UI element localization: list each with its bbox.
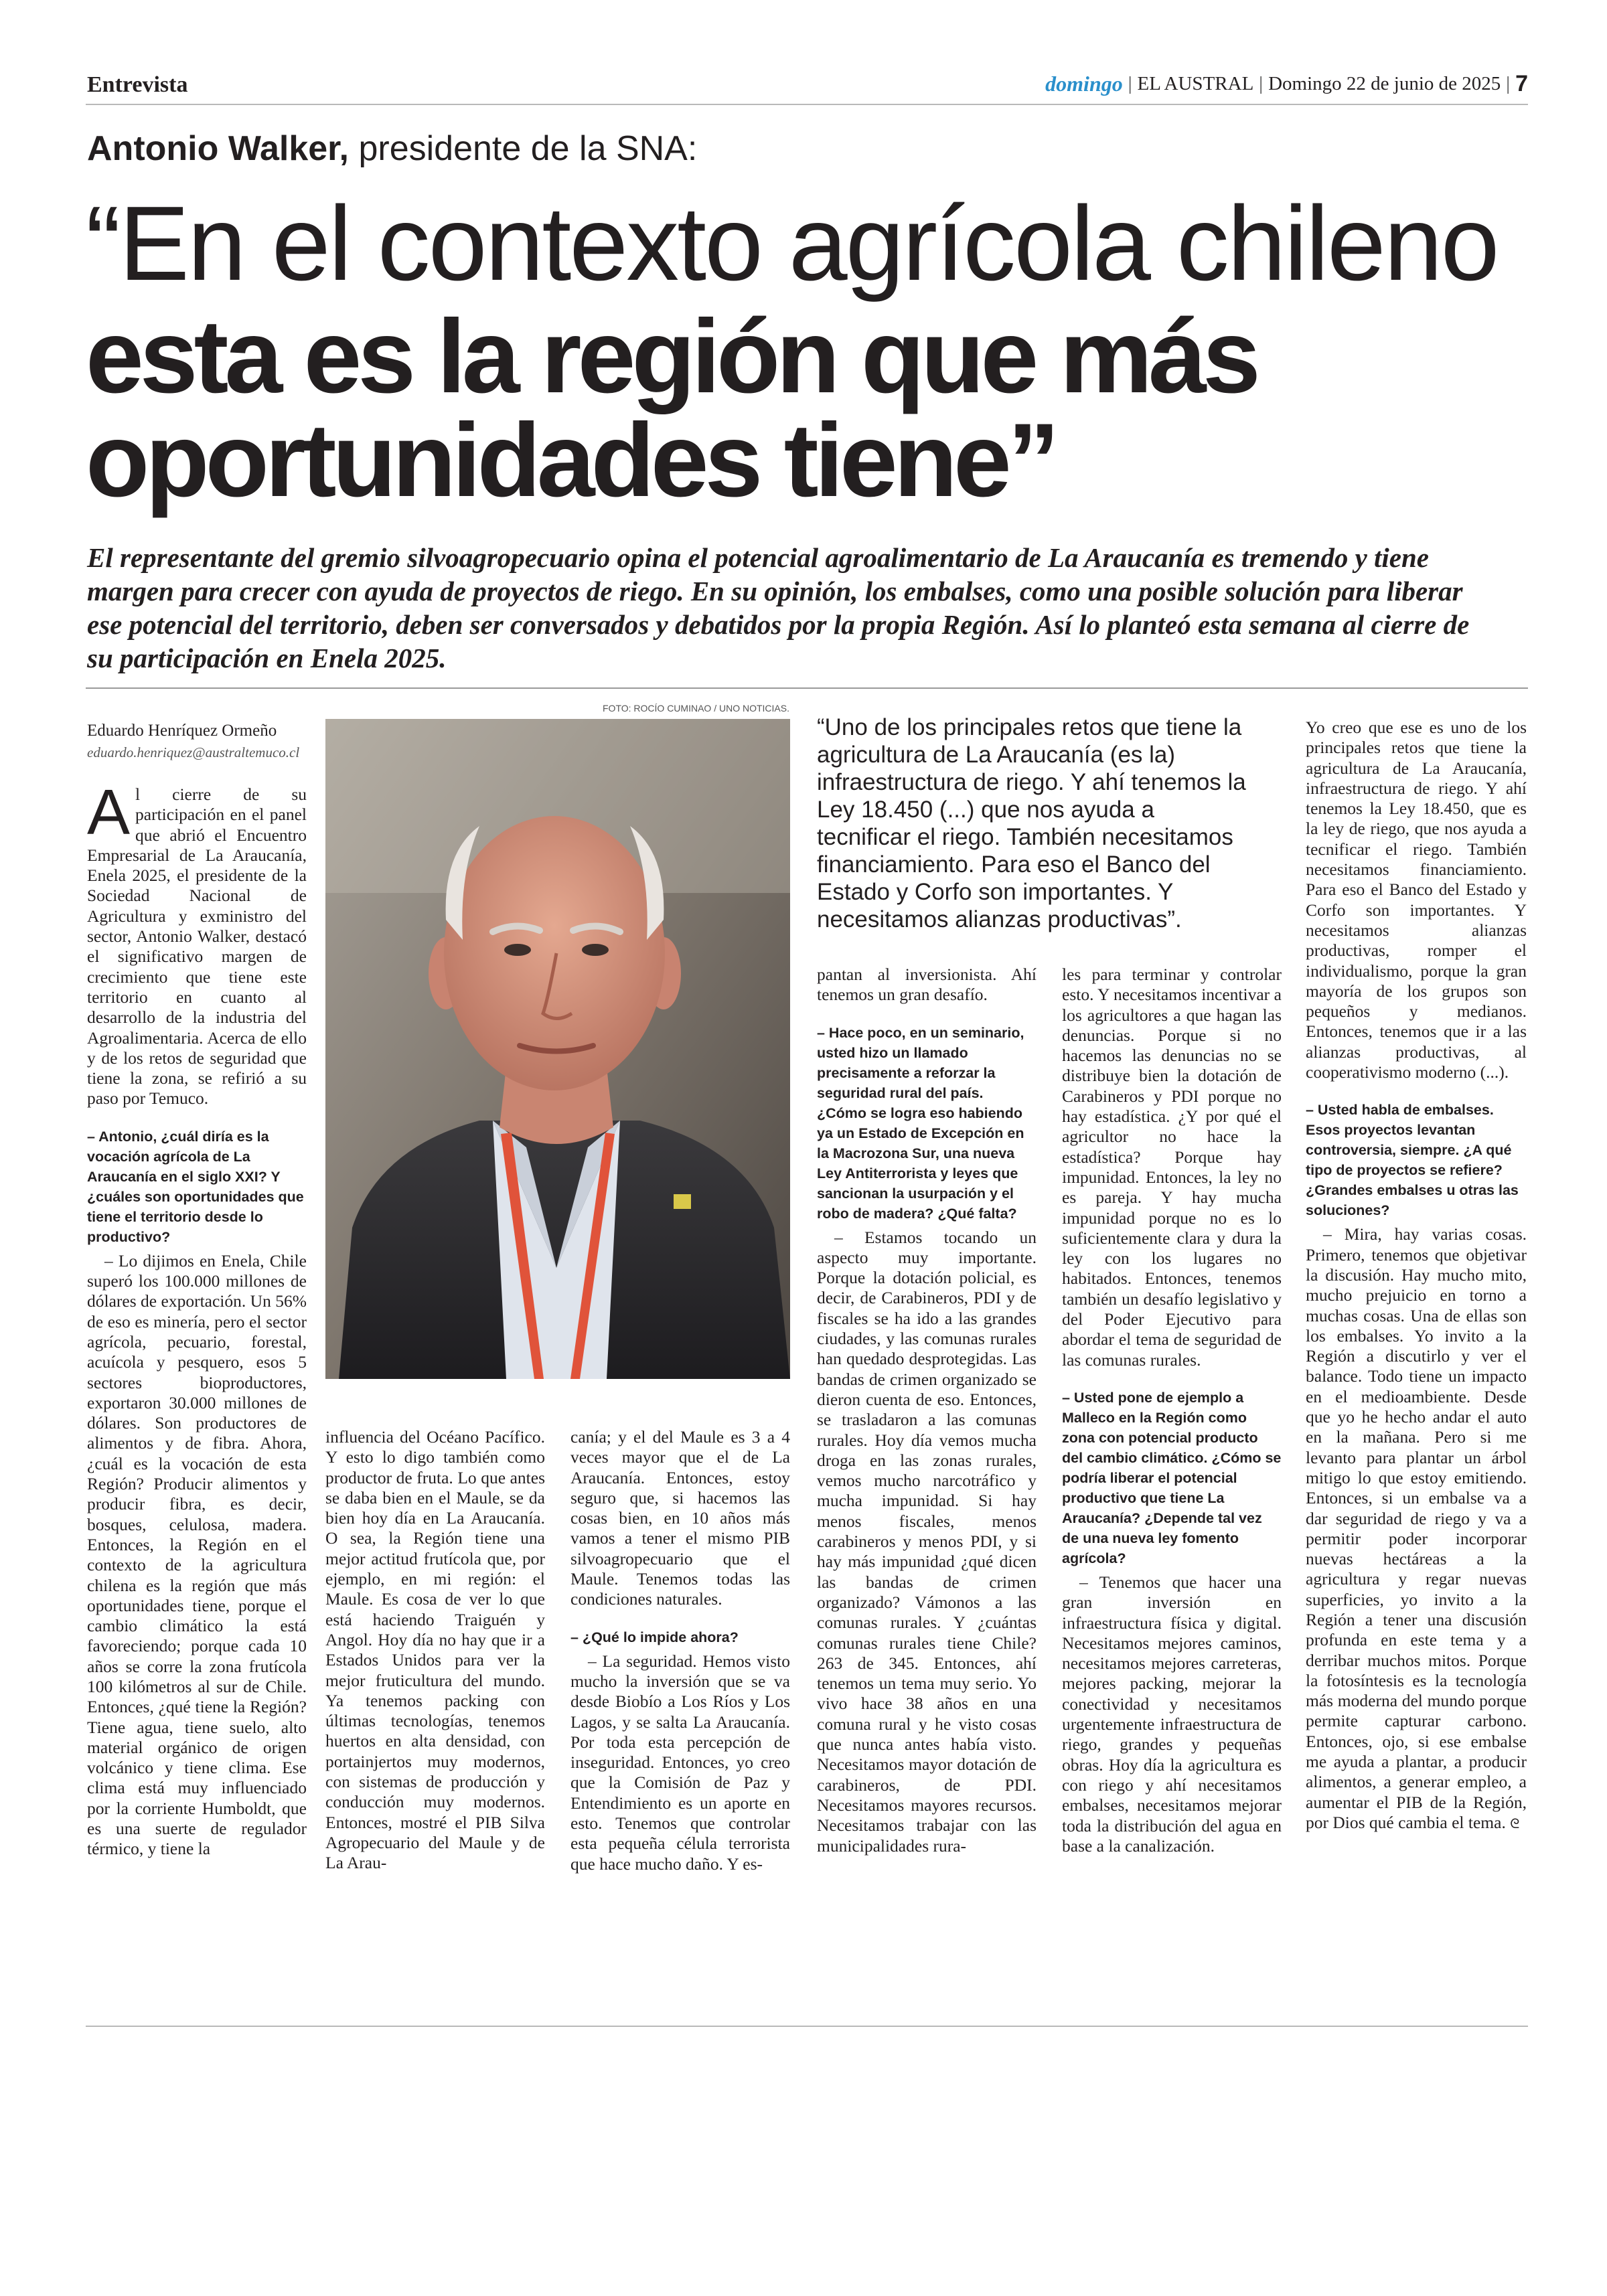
separator: | — [1506, 73, 1511, 94]
author-email: eduardo.henriquez@australtemuco.cl — [87, 744, 300, 760]
lead-divider — [86, 687, 1528, 689]
answer-paragraph: – Lo dijimos en Enela, Chile superó los 100.000 millones de dólares de exportación. Un 56% de eso es minería, pero el sector agrícola, pecuario, forestal, acuícola y pesquero, esos 5 sectores bioproductores, exportaron 30.000 millones de dólares. Son productores de alimentos y de fibra. Ahora, ¿cuál es la vocación de esta Región? Producir alimentos y producir fibra, es decir, bosques, celulosa, madera. Entonces, la Región en el contexto de la agricultura chilena es la región que más oportunidades tiene, porque el cambio climático la está favoreciendo; porque cada 10 años se corre la zona frutícola 100 kilómetros al sur de Chile. Entonces, ¿qué tiene la Región? Tiene agua, tiene suelo, alto material orgánico de origen volcánico y tiene clima. Ese clima está muy influenciado por la corriente Humboldt, que es una suerte de regulador térmico, y tiene la — [87, 1250, 307, 1859]
portrait-illustration — [325, 719, 790, 1379]
issue-date: Domingo 22 de junio de 2025 — [1268, 73, 1501, 94]
top-divider — [86, 104, 1528, 105]
answer-paragraph — [1306, 1224, 1527, 1833]
headline-line-1: “En el contexto agrícola chileno — [86, 185, 1498, 303]
article-column-2 — [325, 1427, 545, 1874]
article-column-1 — [87, 776, 307, 1860]
interview-question: – Usted habla de embalses. Esos proyectos levantan controversia, siempre. ¿A qué tipo de proyectos se refiere? ¿Grandes embalses u otras las soluciones? — [1306, 1102, 1519, 1219]
separator: | — [1128, 73, 1132, 94]
bottom-divider — [86, 2026, 1528, 2027]
end-mark-icon: ᘓ — [1510, 1815, 1520, 1831]
portrait-photo — [325, 719, 790, 1379]
article-column-3 — [570, 1427, 790, 1874]
answer-paragraph: – Tenemos que hacer una gran inversión en infraestructura física y digital. Necesitamos mejores caminos, necesitamos mejores carreteras, mejores packing, mejorar la conectividad y necesitamos urgentemente infraestructura de riego, grandes y pequeñas obras. Hoy día la agricultura es con riego y ahí necesitamos embalses, necesitamos mejorar toda la distribución del agua en base a la canalización. — [1062, 1572, 1282, 1856]
photo-credit: FOTO: ROCÍO CUMINAO / UNO NOTICIAS. — [603, 703, 789, 714]
pull-quote: “Uno de los principales retos que tiene la agricultura de La Araucanía (es la) infraestructura de riego. Y ahí tenemos la Ley 18.450 (...) que nos ayuda a tecnificar el riego. También necesitamos financiamiento. Para eso el Banco del Estado y Corfo son importantes. Y necesitamos alianzas productivas”. — [817, 714, 1246, 932]
interview-question: – Hace poco, en un seminario, usted hizo un llamado precisamente a reforzar la seguridad rural del país. ¿Cómo se logra eso habiendo ya un Estado de Excepción en la Macrozona Sur, una nueva Ley Antiterrorista y leyes que sancionan la usurpación y el robo de madera? ¿Qué falta? — [817, 1024, 1024, 1222]
page-number: 7 — [1515, 71, 1528, 96]
opening-paragraph — [87, 776, 307, 1109]
drop-cap: A — [87, 776, 131, 848]
kicker-role: presidente de la SNA: — [358, 129, 698, 168]
masthead-info — [1045, 71, 1528, 97]
separator: | — [1259, 73, 1264, 94]
byline — [87, 722, 315, 761]
kicker — [87, 129, 697, 169]
article-column-4 — [817, 965, 1037, 1856]
headline-line-3: oportunidades tiene” — [86, 402, 1056, 519]
article-column-5 — [1062, 965, 1282, 1856]
brand-name: domingo — [1045, 72, 1123, 96]
headline-line-2: esta es la región que más — [86, 299, 1257, 415]
answer-paragraph: Yo creo que ese es uno de los principales retos que tiene la agricultura de La Araucanía, infraestructura de riego. Y ahí tenemos la Ley 18.450, que es la ley de riego, que nos ayuda a tecnificar el riego. También necesitamos financiamiento. Para eso el Banco del Estado y Corfo son importantes. Y necesitamos alianzas productivas, romper el individualismo, porque la gran mayoría de los grupos son pequeños y medianos. Entonces, tenemos que ir a las alianzas productivas, al cooperativismo moderno (...). — [1306, 718, 1527, 1082]
interview-question: – Antonio, ¿cuál diría es la vocación agrícola de La Araucanía en el siglo XXI? Y ¿cuáles son oportunidades que tiene el territorio desde lo productivo? — [87, 1128, 304, 1245]
answer-paragraph: – La seguridad. Hemos visto mucho la inversión que se va desde Biobío a Los Ríos y Los Lagos, y se salta La Araucanía. Por toda esta percepción de inseguridad. Entonces, yo creo que la Comisión de Paz y Entendimiento es un aporte en esto. Tenemos que controlar esta pequeña célula terrorista que hace mucho daño. Y es- — [570, 1651, 790, 1874]
author-name: Eduardo Henríquez Ormeño — [87, 722, 277, 740]
kicker-name: Antonio Walker, — [87, 129, 349, 168]
paragraph-text: l cierre de su participación en el panel que abrió el Encuentro Empresarial de La Araucanía, Enela 2025, el presidente de la Sociedad Nacional de Agricultura y exministro del sector, Antonio Walker, destacó el significativo margen de crecimiento que tiene este territorio en cuanto al desarrollo de la industria del Agroalimentaria. Acerca de ello y de los retos de seguridad que tiene la zona, se refirió a su paso por Temuco. — [87, 785, 307, 1109]
paper-name: EL AUSTRAL — [1137, 73, 1254, 94]
interview-question: – ¿Qué lo impide ahora? — [570, 1629, 739, 1645]
answer-paragraph: pantan al inversionista. Ahí tenemos un gran desafío. — [817, 965, 1037, 1005]
answer-paragraph: canía; y el del Maule es 3 a 4 veces mayor que el de La Araucanía. Entonces, estoy seguro que, si hacemos las cosas bien, en 10 años más vamos a tener el mismo PIB silvoagropecuario que el Maule. Tenemos todas las condiciones naturales. — [570, 1427, 790, 1609]
answer-paragraph: les para terminar y controlar esto. Y necesitamos incentivar a los agricultores a que hagan las denuncias. Porque si no hacemos las denuncias no se distribuye bien la dotación de Carabineros y PDI porque no hay estadística. ¿Y por qué el agricultor no hace la estadística? Porque hay impunidad. Entonces, la ley no es pareja. Y hay mucha impunidad porque no es lo suficientemente clara y dura la ley con los lugares no habitados. Entonces, tenemos también un desafío legislativo y del Poder Ejecutivo para abordar el tema de seguridad de las comunas rurales. — [1062, 965, 1282, 1370]
paragraph-text: – Mira, hay varias cosas. Primero, tenemos que objetivar la discusión. Hay mucho mito, mucho prejuicio en torno a muchas cosas. Una de ellas son los embalses. Yo invito a la Región a discutirlo y ver el balance. Todo tiene un impacto en el medioambiente. Desde que yo he hecho andar el auto en la mañana. Pero si me levanto para plantar un árbol mitigo lo que estoy emitiendo. Entonces, si un embalse va a dar seguridad de riego y va a permitir poder incorporar nuevas hectáreas a la agricultura y regar nuevas superficies, yo invito a la Región a tener una discusión profunda en este tema y a derribar muchos mitos. Porque la fotosíntesis es la tecnología más moderna del mundo porque permite capturar carbono. Entonces, ojo, si ese embalse me ayuda a plantar, a producir alimentos, a generar empleo, a aumentar el PIB de la Región, por Dios qué cambia el tema. — [1306, 1224, 1527, 1832]
interview-question: – Usted pone de ejemplo a Malleco en la Región como zona con potencial producto del cambio climático. ¿Cómo se podría liberar el potencial productivo que tiene La Araucanía? ¿Depende tal vez de una nueva ley fomento agrícola? — [1062, 1389, 1282, 1566]
article-column-6 — [1306, 718, 1527, 1833]
lead-paragraph: El representante del gremio silvoagropecuario opina el potencial agroalimentario de La Araucanía es tremendo y tiene margen para crecer con ayuda de proyectos de riego. En su opinión, los embalses, como una posible solución para liberar ese potencial del territorio, deben ser conversados y debatidos por la propia Región. Así lo planteó esta semana al cierre de su participación en Enela 2025. — [87, 542, 1470, 673]
answer-paragraph: – Estamos tocando un aspecto muy importante. Porque la dotación policial, es decir, de Carabineros, PDI y de fiscales se ha ido a las grandes ciudades, y las comunas rurales han quedado desprotegidas. Las bandas de crimen organizado se dieron cuenta de eso. Entonces, se trasladaron a las comunas rurales. Hoy día vemos mucha droga en las zonas rurales, vemos mucho narcotráfico y mucha impunidad. Si hay menos fiscales, menos carabineros y menos PDI, y si hay más impunidad ¿qué dicen las bandas de crimen organizado? Vámonos a las comunas rurales. Y ¿cuántas comunas rurales tiene Chile? 263 de 345. Entonces, ahí tenemos un tema muy serio. Yo vivo hace 38 años en una comuna rural y he visto cosas que nunca antes había visto. Necesitamos mayor dotación de carabineros, de PDI. Necesitamos mayores recursos. Necesitamos trabajar con las municipalidades rura- — [817, 1227, 1037, 1856]
answer-paragraph: influencia del Océano Pacífico. Y esto lo digo también como productor de fruta. Lo que antes se daba bien en el Maule, se da bien hoy día en La Araucanía. O sea, la Región tiene una mejor actitud frutícola que, por ejemplo, en mi región: el Maule. Es cosa de ver lo que está haciendo Traiguén y Angol. Hoy día no hay que ir a Estados Unidos para ver la mejor fruticultura del mundo. Ya tenemos packing con últimas tecnologías, tenemos huertos en alta densidad, con portainjertos muy modernos, con sistemas de producción y conducción muy modernos. Entonces, mostré el PIB Silva Agropecuario del Maule y de La Arau- — [325, 1427, 545, 1873]
section-label: Entrevista — [87, 72, 188, 97]
